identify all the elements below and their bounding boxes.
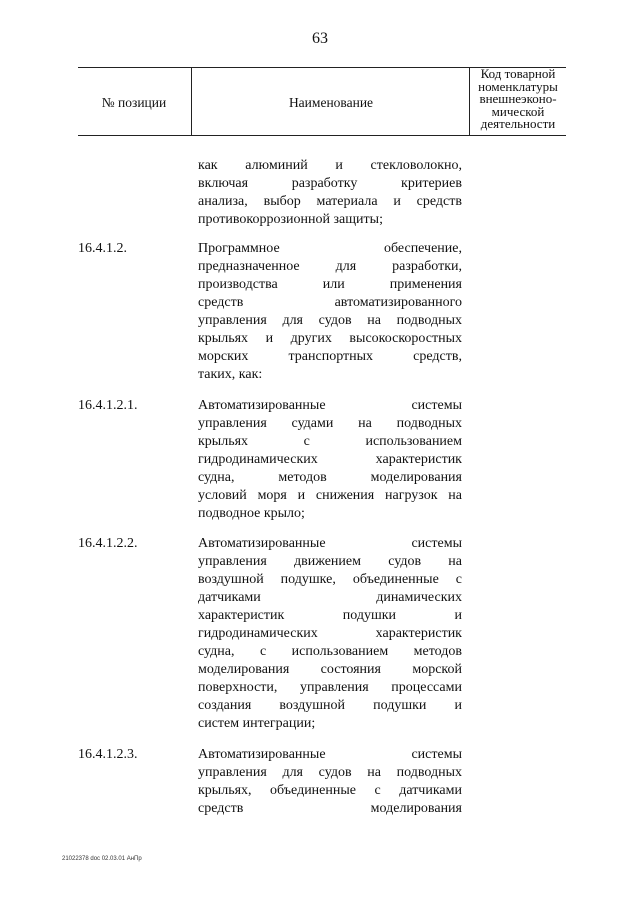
row-text-continuation: как алюминий и стекловолокно, включая разработку критериев анализа, выбор материала и средств противокоррозионной защиты;	[198, 158, 462, 227]
document-footer-code: 21022378 doc 02.03.01 АнПр	[62, 856, 142, 862]
position-description: Автоматизированные системы управления для судов на подводных крыльях, объединенные с датчиками средств моделирования	[198, 747, 462, 816]
code-header-line: деятельности	[480, 116, 556, 131]
position-number: 16.4.1.2.3.	[78, 747, 138, 762]
code-header-line: Код товарной	[480, 66, 556, 81]
position-number: 16.4.1.2.1.	[78, 398, 138, 413]
position-description: Программное обеспечение, предназначенное для разработки, производства или применения средств автоматизированного управления для судов на подводных крыльях и других высокоскоростных морских транспортных средств, таких, как:	[198, 241, 462, 382]
column-header-position: № позиции	[101, 95, 167, 110]
column-header-code	[470, 68, 566, 131]
column-header-name: Наименование	[288, 95, 374, 110]
position-description: Автоматизированные системы управления движением судов на воздушной подушке, объединенные с датчиками динамических характеристик подушки и гидродинамических характеристик судна, с использованием методов моделирования состояния морской поверхности, управления процессами создания воздушной подушки и систем интеграции;	[198, 536, 462, 731]
code-header-line: внешнеэконо-	[479, 91, 557, 106]
page-number: 63	[312, 30, 328, 47]
code-header-line: номенклатуры	[478, 78, 558, 94]
code-header-line: мической	[491, 103, 545, 119]
position-number: 16.4.1.2.	[78, 241, 127, 256]
position-description: Автоматизированные системы управления судами на подводных крыльях с использованием гидродинамических характеристик судна, методов моделирования условий моря и снижения нагрузок на подводное крыло;	[198, 398, 462, 521]
position-number: 16.4.1.2.2.	[78, 536, 138, 551]
header-bottom-rule	[78, 135, 566, 136]
